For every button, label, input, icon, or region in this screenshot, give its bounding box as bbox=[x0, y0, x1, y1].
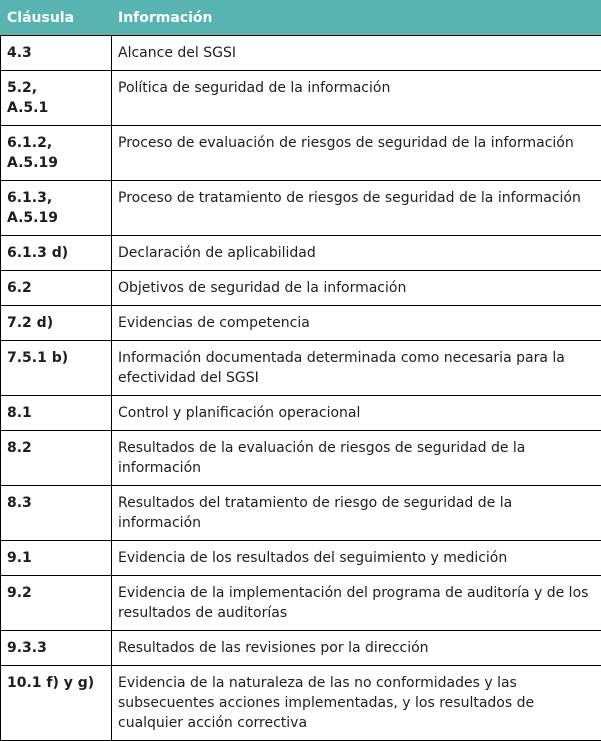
table-row bbox=[1, 341, 601, 396]
clause-cell: 6.2 bbox=[1, 271, 112, 306]
info-cell: Proceso de tratamiento de riesgos de seguridad de la información bbox=[112, 181, 601, 236]
clause-cell: 9.1 bbox=[1, 541, 112, 576]
table-row bbox=[1, 271, 601, 306]
info-cell: Objetivos de seguridad de la información bbox=[112, 271, 601, 306]
clause-cell: 8.1 bbox=[1, 396, 112, 431]
info-cell: Evidencias de competencia bbox=[112, 306, 601, 341]
clause-column-header: Cláusula bbox=[1, 1, 112, 36]
table-row bbox=[1, 431, 601, 486]
table-row bbox=[1, 486, 601, 541]
info-cell: Política de seguridad de la información bbox=[112, 71, 601, 126]
info-cell: Información documentada determinada como necesaria para la efectividad del SGSI bbox=[112, 341, 601, 396]
clause-cell: 9.3.3 bbox=[1, 631, 112, 666]
table-header-row bbox=[1, 1, 601, 36]
info-cell: Control y planificación operacional bbox=[112, 396, 601, 431]
clause-cell: 6.1.3, A.5.19 bbox=[1, 181, 112, 236]
info-cell: Resultados del tratamiento de riesgo de seguridad de la información bbox=[112, 486, 601, 541]
table-row bbox=[1, 181, 601, 236]
table-row bbox=[1, 396, 601, 431]
clause-cell: 6.1.3 d) bbox=[1, 236, 112, 271]
info-cell: Alcance del SGSI bbox=[112, 36, 601, 71]
table-row bbox=[1, 541, 601, 576]
info-cell: Declaración de aplicabilidad bbox=[112, 236, 601, 271]
clause-cell: 7.2 d) bbox=[1, 306, 112, 341]
table-row bbox=[1, 36, 601, 71]
table-row bbox=[1, 666, 601, 741]
info-cell: Resultados de las revisiones por la dirección bbox=[112, 631, 601, 666]
info-cell: Proceso de evaluación de riesgos de seguridad de la información bbox=[112, 126, 601, 181]
table-row bbox=[1, 306, 601, 341]
table-row bbox=[1, 236, 601, 271]
clause-cell: 9.2 bbox=[1, 576, 112, 631]
table-row bbox=[1, 71, 601, 126]
clause-cell: 8.2 bbox=[1, 431, 112, 486]
clause-cell: 6.1.2, A.5.19 bbox=[1, 126, 112, 181]
table-row bbox=[1, 576, 601, 631]
info-cell: Evidencia de los resultados del seguimiento y medición bbox=[112, 541, 601, 576]
info-column-header: Información bbox=[112, 1, 601, 36]
table-row bbox=[1, 631, 601, 666]
clause-cell: 7.5.1 b) bbox=[1, 341, 112, 396]
table-row bbox=[1, 126, 601, 181]
info-cell: Evidencia de la naturaleza de las no conformidades y las subsecuentes acciones implementadas, y los resultados de cualquier acción correctiva bbox=[112, 666, 601, 741]
clause-cell: 10.1 f) y g) bbox=[1, 666, 112, 741]
info-cell: Evidencia de la implementación del programa de auditoría y de los resultados de auditorías bbox=[112, 576, 601, 631]
clause-cell: 8.3 bbox=[1, 486, 112, 541]
clause-cell: 4.3 bbox=[1, 36, 112, 71]
table-body bbox=[1, 36, 601, 741]
clause-cell: 5.2, A.5.1 bbox=[1, 71, 112, 126]
info-cell: Resultados de la evaluación de riesgos de seguridad de la información bbox=[112, 431, 601, 486]
